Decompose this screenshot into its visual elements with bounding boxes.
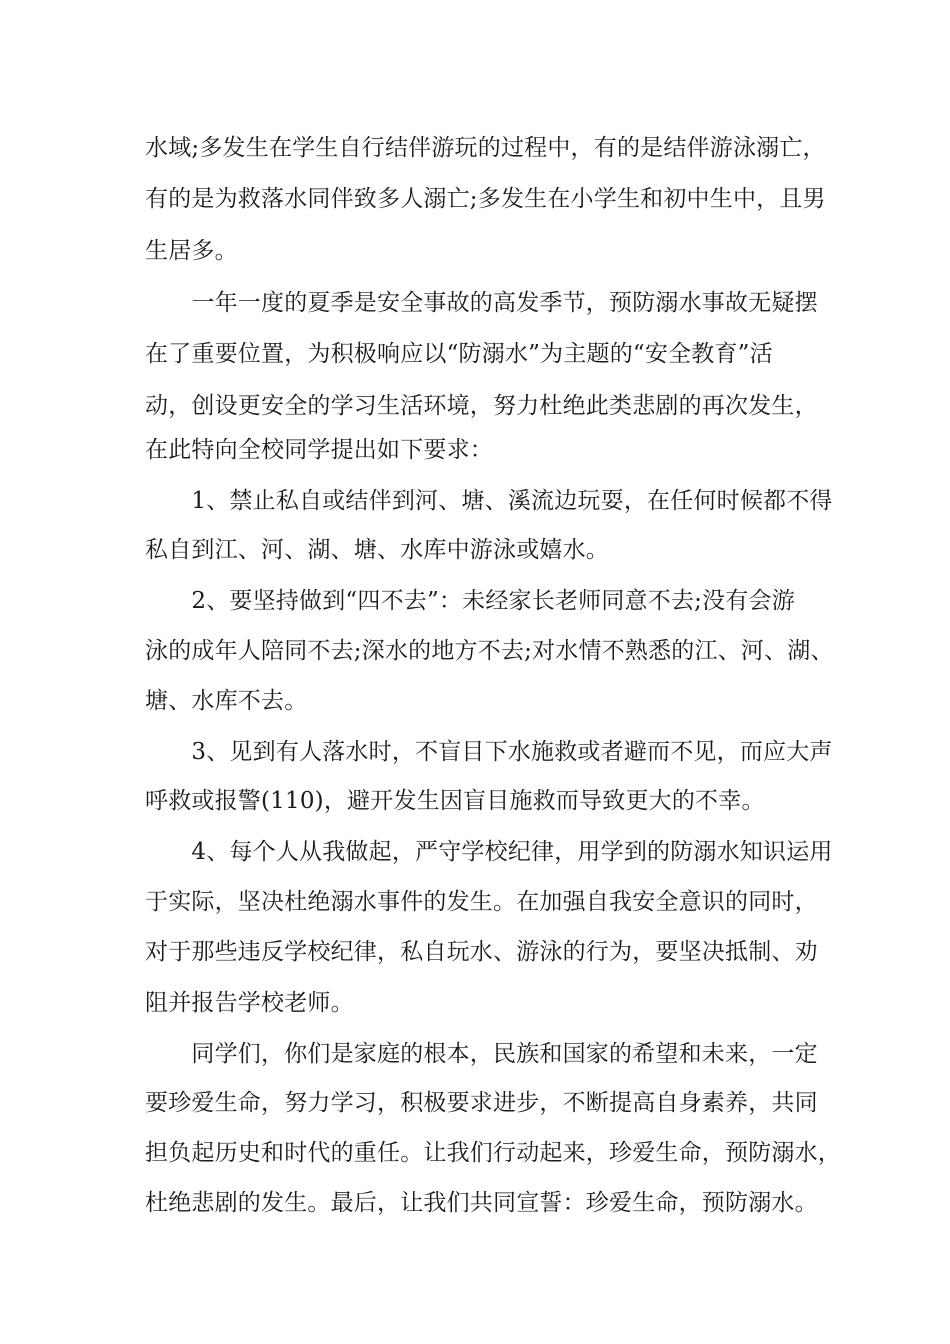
text-line: 对于那些违反学校纪律，私自玩水、游泳的行为，要坚决抵制、劝 (145, 939, 818, 965)
text-line: 塘、水库不去。 (145, 688, 308, 714)
text-line: 杜绝悲剧的发生。最后，让我们共同宣誓：珍爱生命，预防溺水。 (145, 1190, 818, 1216)
text-line: 4、每个人从我做起，严守学校纪律，用学到的防溺水知识运用 (145, 839, 833, 865)
text-line: 呼救或报警(110)，避开发生因盲目施救而导致更大的不幸。 (145, 788, 765, 814)
text-line: 一年一度的夏季是安全事故的高发季节，预防溺水事故无疑摆 (145, 290, 818, 316)
text-line: 水域;多发生在学生自行结伴游玩的过程中，有的是结伴游泳溺亡， (145, 135, 826, 161)
text-line: 1、禁止私自或结伴到河、塘、溪流边玩耍，在任何时候都不得 (145, 488, 833, 514)
text-line: 有的是为救落水同伴致多人溺亡;多发生在小学生和初中生中，且男 (145, 186, 826, 212)
text-line: 阻并报告学校老师。 (145, 990, 354, 1016)
text-line: 同学们，你们是家庭的根本，民族和国家的希望和未来，一定 (145, 1041, 818, 1067)
text-line: 要珍爱生命，努力学习，积极要求进步，不断提高自身素养，共同 (145, 1090, 818, 1116)
text-line: 2、要坚持做到“四不去”：未经家长老师同意不去;没有会游 (145, 588, 795, 614)
text-line: 私自到江、河、湖、塘、水库中游泳或嬉水。 (145, 537, 609, 563)
text-line: 3、见到有人落水时，不盲目下水施救或者避而不见，而应大声 (145, 739, 833, 765)
text-line: 生居多。 (145, 238, 238, 264)
text-line: 于实际，坚决杜绝溺水事件的发生。在加强自我安全意识的同时， (145, 889, 818, 915)
text-line: 动，创设更安全的学习生活环境，努力杜绝此类悲剧的再次发生， (145, 393, 818, 419)
text-line: 在了重要位置，为积极响应以“防溺水”为主题的“安全教育”活 (145, 341, 773, 367)
text-line: 在此特向全校同学提出如下要求： (145, 437, 493, 463)
text-line: 泳的成年人陪同不去;深水的地方不去;对水情不熟悉的江、河、湖、 (145, 638, 834, 664)
text-line: 担负起历史和时代的重任。让我们行动起来，珍爱生命，预防溺水， (145, 1140, 841, 1166)
